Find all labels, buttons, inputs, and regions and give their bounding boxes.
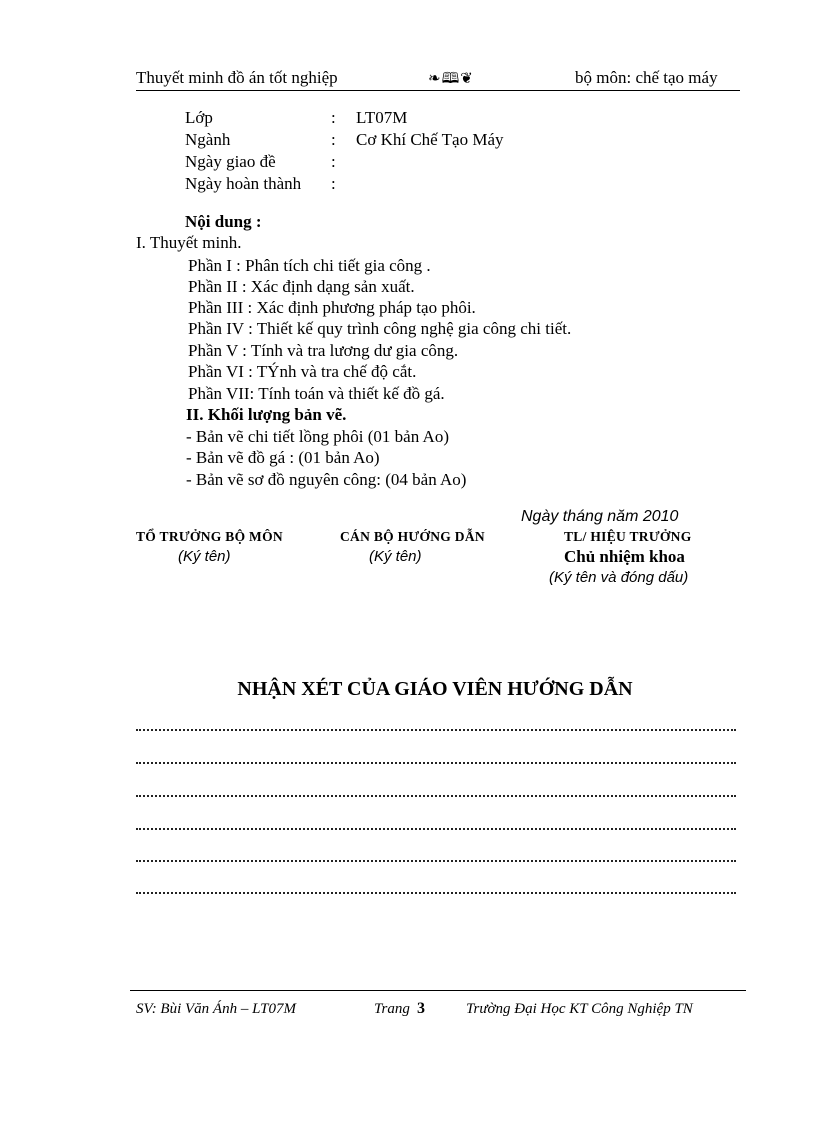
part-item: Phần III : Xác định phương pháp tạo phôi. (188, 298, 476, 317)
signature-sub-rector: (Ký tên và đóng dấu) (549, 569, 689, 586)
signature-date: Ngày tháng năm 2010 (521, 508, 679, 525)
field-colon: : (331, 174, 336, 193)
part-item: Phần I : Phân tích chi tiết gia công . (188, 256, 431, 275)
section-drawings: II. Khối lượng bản vẽ. (186, 405, 347, 424)
signature-role-dean: Chủ nhiệm khoa (564, 547, 685, 566)
footer-page-label: Trang (374, 1001, 410, 1017)
section-explanation: I. Thuyết minh. (136, 233, 242, 252)
field-label-class: Lớp (185, 108, 213, 127)
remarks-line (136, 860, 736, 862)
remarks-line (136, 828, 736, 830)
drawing-item: - Bản vẽ chi tiết lồng phôi (01 bản Ao) (186, 427, 449, 446)
drawing-item: - Bản vẽ sơ đồ nguyên công: (04 bản Ao) (186, 470, 467, 489)
signature-title-rector: TL/ HIỆU TRƯỞNG (564, 529, 692, 544)
field-value-major: Cơ Khí Chế Tạo Máy (356, 130, 504, 149)
part-item: Phần II : Xác định dạng sản xuất. (188, 277, 415, 296)
signature-sub-supervisor: (Ký tên) (369, 548, 422, 565)
footer-student: SV: Bùi Văn Ánh – LT07M (136, 1001, 296, 1017)
signature-sub-head-dept: (Ký tên) (178, 548, 231, 565)
footer-rule (130, 990, 746, 991)
field-label-finish-date: Ngày hoàn thành (185, 174, 302, 193)
part-item: Phần V : Tính và tra lương dư gia công. (188, 341, 459, 360)
header-document-title: Thuyết minh đồ án tốt nghiệp (136, 68, 338, 87)
header-rule (136, 90, 740, 91)
signature-title-supervisor: CÁN BỘ HƯỚNG DẪN (340, 529, 485, 544)
footer-school: Trường Đại Học KT Công Nghiệp TN (466, 1001, 693, 1017)
drawing-item: - Bản vẽ đồ gá : (01 bản Ao) (186, 448, 380, 467)
header-department: bộ môn: chế tạo máy (575, 68, 718, 87)
part-item: Phần IV : Thiết kế quy trình công nghệ gia công chi tiết. (188, 319, 572, 338)
signature-title-head-dept: TỔ TRƯỞNG BỘ MÔN (136, 529, 283, 544)
field-value-class: LT07M (356, 108, 408, 127)
remarks-line (136, 729, 736, 731)
header-ornament-icon: ❧🕮❦ (428, 71, 474, 87)
remarks-line (136, 892, 736, 894)
field-colon: : (331, 152, 336, 171)
field-colon: : (331, 130, 336, 149)
field-label-major: Ngành (185, 130, 231, 149)
remarks-line (136, 762, 736, 764)
remarks-line (136, 795, 736, 797)
part-item: Phần VI : TÝnh và tra chế độ cắt. (188, 362, 417, 381)
content-heading: Nội dung : (185, 212, 262, 231)
part-item: Phần VII: Tính toán và thiết kế đồ gá. (188, 384, 445, 403)
footer-page-number: 3 (417, 1000, 425, 1017)
field-label-assign-date: Ngày giao đề (185, 152, 276, 171)
remarks-title: NHẬN XÉT CỦA GIÁO VIÊN HƯỚNG DẪN (237, 678, 633, 700)
field-colon: : (331, 108, 336, 127)
